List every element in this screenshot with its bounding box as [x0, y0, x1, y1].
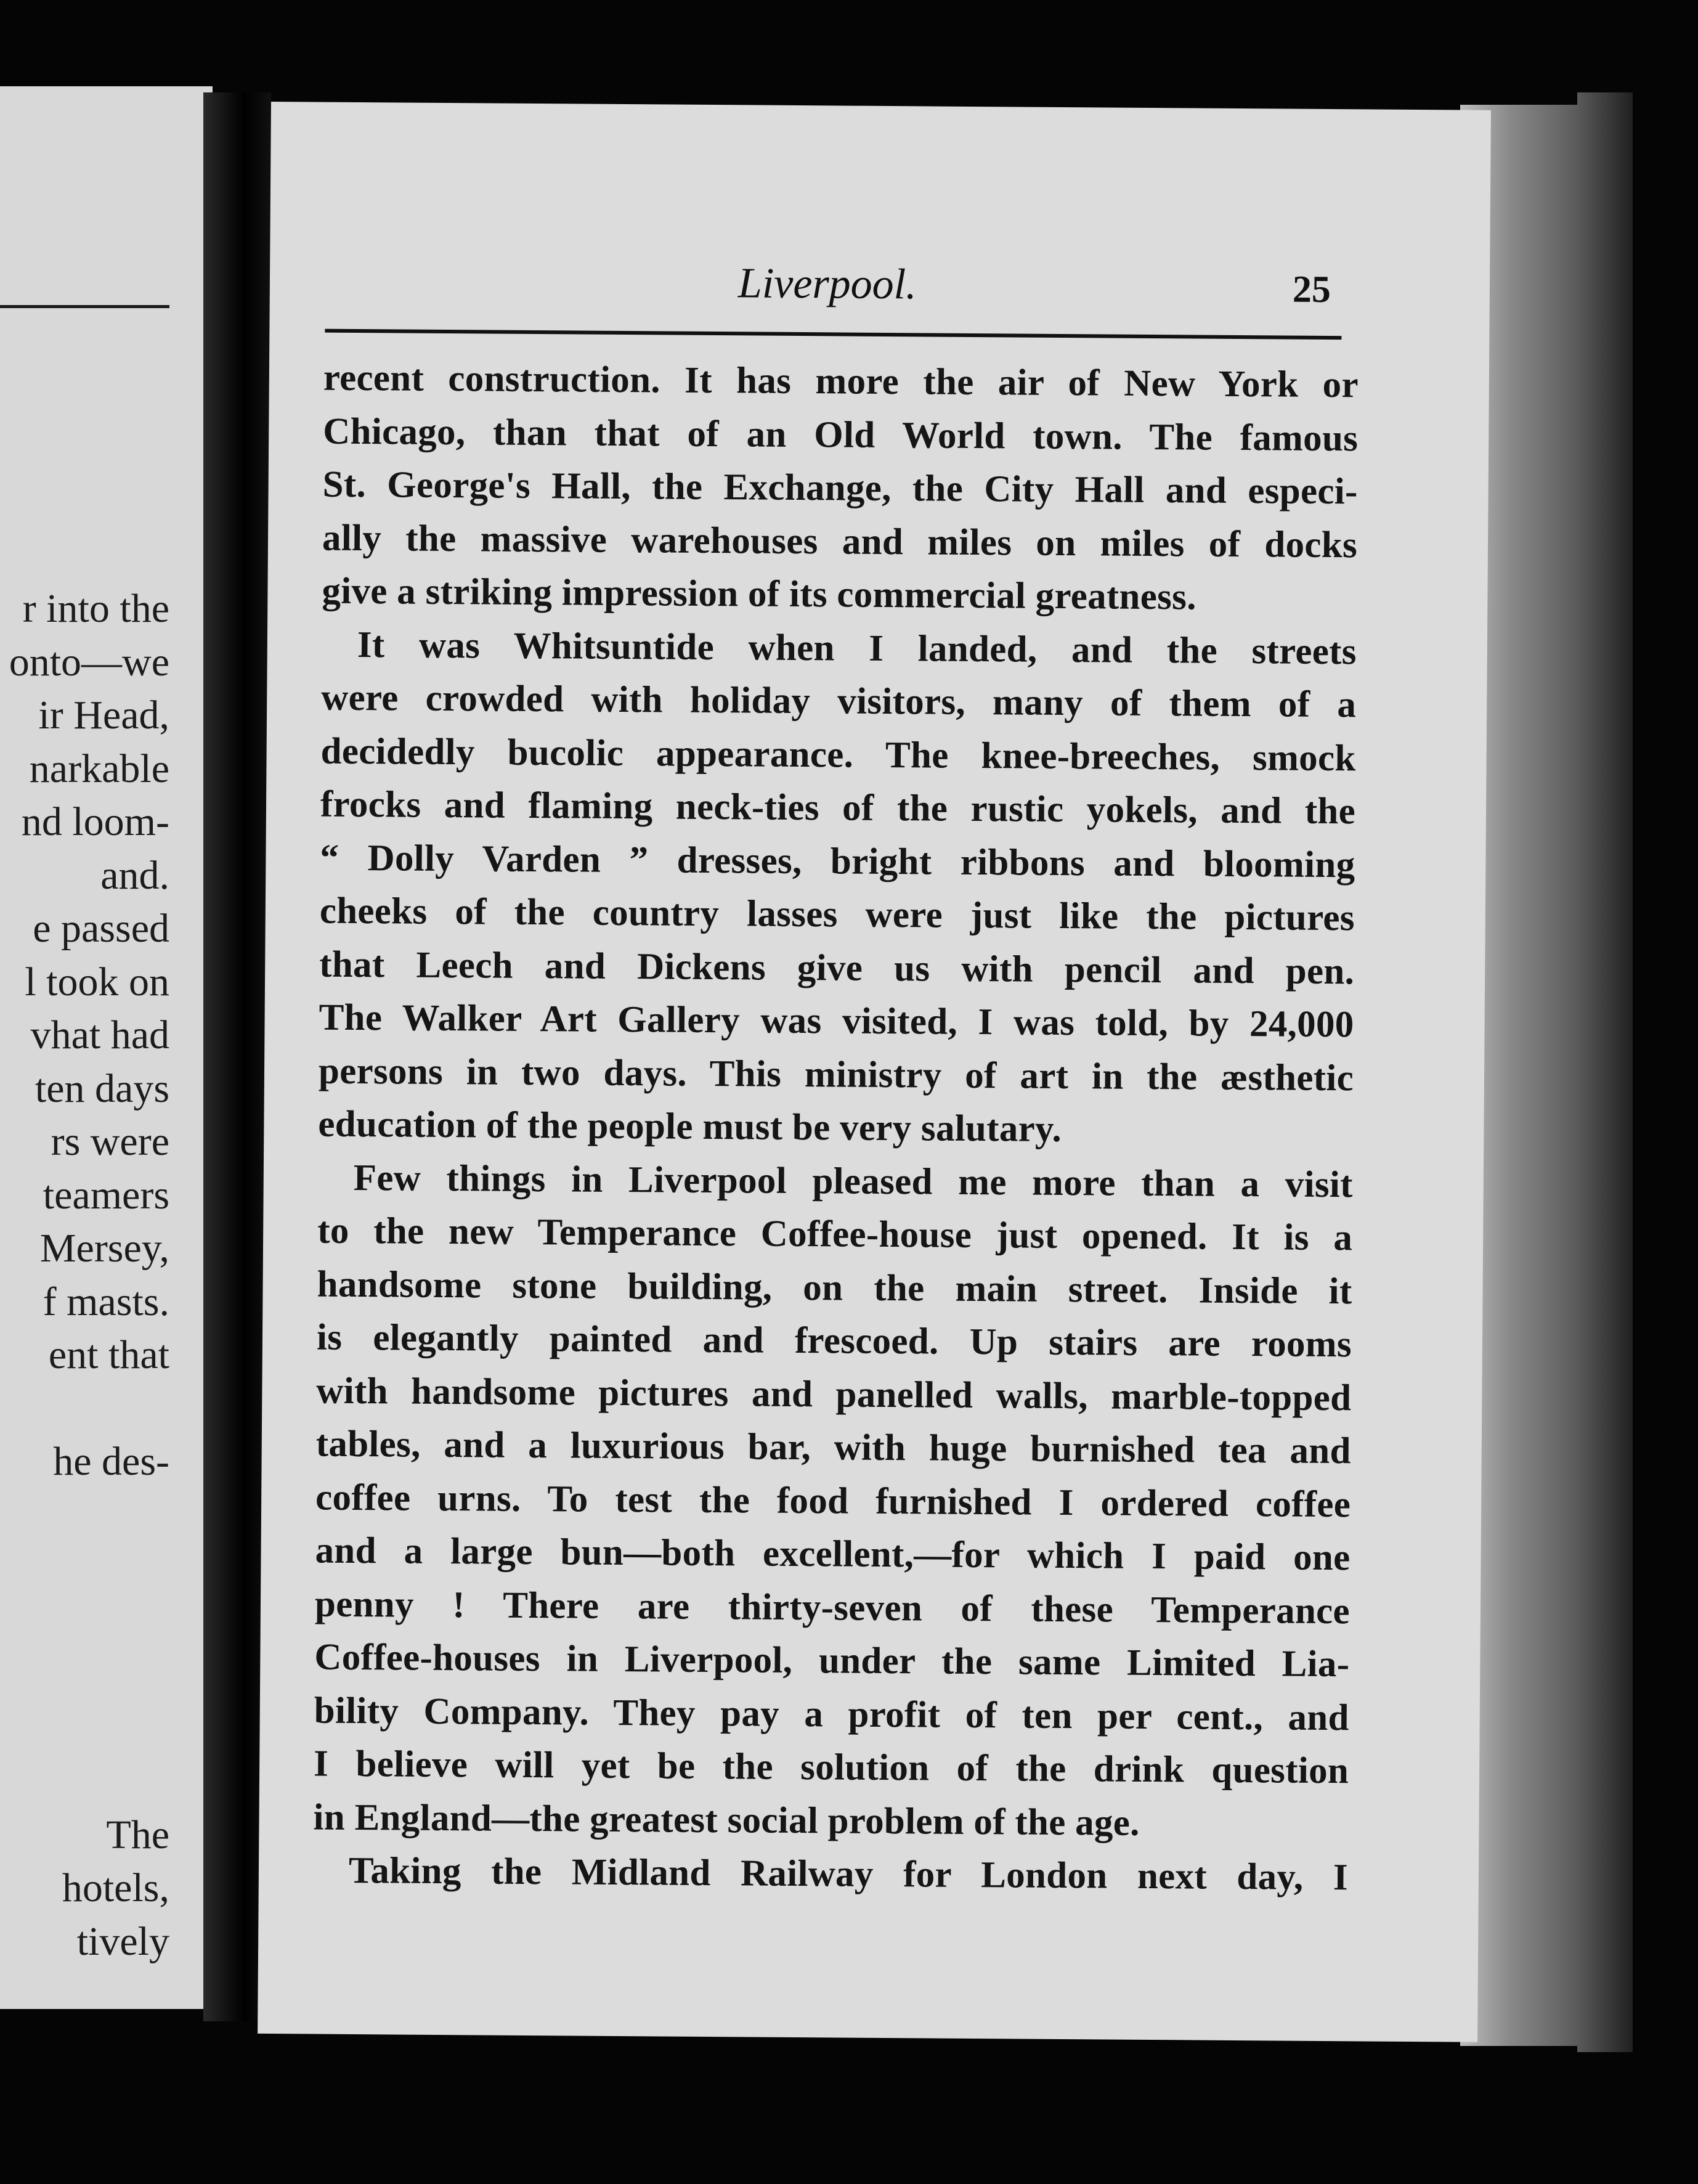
page-number: 25	[1292, 268, 1331, 311]
left-text-line: teamers	[43, 1172, 169, 1218]
left-header-rule	[0, 305, 169, 308]
text-line: St. George's Hall, the Exchange, the City Hall and especi-	[322, 463, 1358, 513]
text-line: bility Company. They pay a profit of ten per cent., and	[314, 1690, 1349, 1738]
left-text-line: r into the	[22, 586, 169, 631]
text-line: handsome stone building, on the main street. Inside it	[317, 1263, 1352, 1312]
left-text-line: narkable	[29, 746, 169, 791]
left-text-line: l took on	[25, 959, 169, 1004]
left-text-line: f masts.	[43, 1279, 169, 1324]
left-text-line: hotels,	[62, 1865, 169, 1910]
left-text-line: and.	[100, 852, 169, 898]
text-line: Chicago, than that of an Old World town. The famous	[323, 410, 1359, 459]
page-body-text	[313, 352, 1359, 1905]
text-line: education of the people must be very salutary.	[318, 1103, 1062, 1150]
left-text-line: ten days	[35, 1066, 169, 1111]
text-line: persons in two days. This ministry of art in the æsthetic	[318, 1050, 1354, 1099]
header-rule	[325, 329, 1341, 340]
text-line: that Leech and Dickens give us with pencil and pen.	[319, 943, 1355, 992]
text-line: coffee urns. To test the food furnished I ordered coffee	[315, 1477, 1351, 1525]
left-text-line: e passed	[33, 906, 169, 951]
text-line: Few things in Liverpool pleased me more than a visit	[353, 1157, 1354, 1205]
text-line: give a striking impression of its commercial greatness.	[322, 570, 1197, 618]
text-line: to the new Temperance Coffee-house just opened. It is a	[317, 1210, 1353, 1259]
text-line: “ Dolly Varden ” dresses, bright ribbons and blooming	[320, 837, 1355, 886]
text-line: penny ! There are thirty-seven of these Temperance	[314, 1583, 1351, 1632]
running-head-title: Liverpool.	[737, 259, 917, 309]
text-line: frocks and flaming neck-ties of the rustic yokels, and the	[320, 783, 1356, 833]
text-line: ally the massive warehouses and miles on miles of docks	[322, 517, 1358, 566]
left-text-line: tively	[76, 1918, 169, 1964]
text-line: It was Whitsuntide when I landed, and the streets	[357, 624, 1357, 672]
text-line: in England—the greatest social problem of the age.	[313, 1796, 1140, 1844]
running-head	[270, 256, 1379, 319]
text-line: and a large bun—both excellent,—for which I paid one	[315, 1530, 1351, 1579]
text-line: were crowded with holiday visitors, many of them of a	[321, 677, 1357, 726]
left-text-line: ent that	[48, 1332, 169, 1377]
right-page	[258, 102, 1491, 2042]
left-text-line: onto—we	[9, 639, 169, 685]
text-line: Coffee-houses in Liverpool, under the same Limited Lia-	[314, 1636, 1350, 1685]
text-line: is elegantly painted and frescoed. Up stairs are rooms	[316, 1316, 1352, 1366]
left-text-line: ir Head,	[38, 693, 169, 738]
text-line: Taking the Midland Railway for London next day, I	[348, 1849, 1349, 1899]
left-text-line: The	[106, 1812, 169, 1857]
text-line: with handsome pictures and panelled walls, marble-topped	[316, 1370, 1352, 1419]
text-line: I believe will yet be the solution of the drink question	[313, 1743, 1349, 1792]
left-text-line: Mersey,	[39, 1226, 169, 1271]
text-line: cheeks of the country lasses were just like the pictures	[319, 890, 1355, 939]
book-spine-edge	[1577, 92, 1633, 2052]
text-line: decidedly bucolic appearance. The knee-breeches, smock	[320, 730, 1356, 779]
left-page	[0, 86, 213, 2009]
left-text-line: vhat had	[30, 1013, 169, 1057]
left-text-line: nd loom-	[21, 799, 169, 844]
left-text-line: he des-	[53, 1439, 169, 1484]
left-text-line: rs were	[51, 1119, 169, 1164]
text-line: The Walker Art Gallery was visited, I was told, by 24,000	[319, 996, 1354, 1046]
text-line: recent construction. It has more the air of New York or	[323, 357, 1359, 406]
text-line: tables, and a luxurious bar, with huge burnished tea and	[315, 1423, 1351, 1472]
